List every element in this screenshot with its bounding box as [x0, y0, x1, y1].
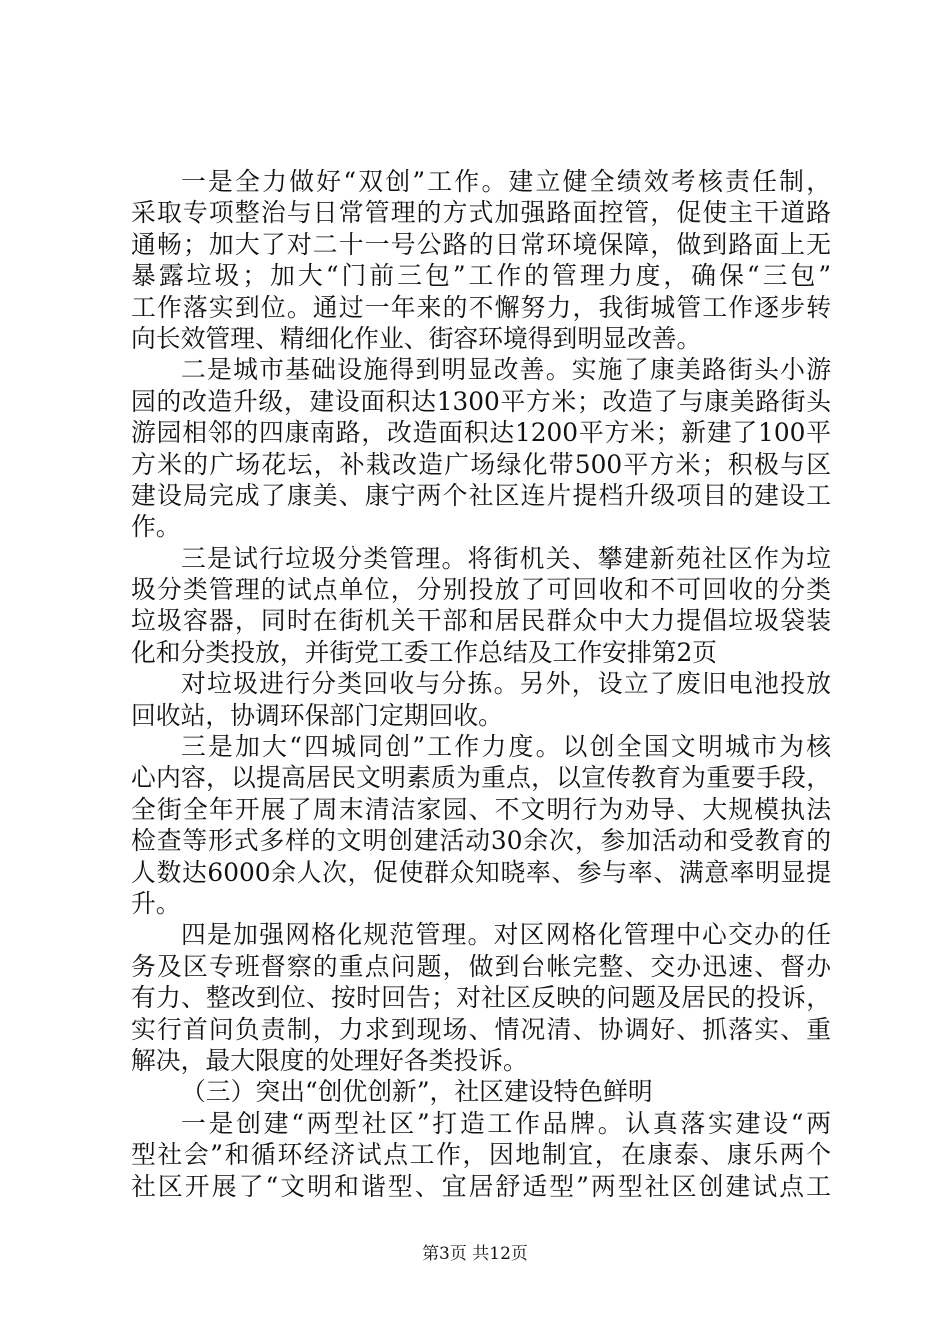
text-line: 游园相邻的四康南路，改造面积达1200平方米；新建了100平 — [131, 418, 831, 448]
text-line: 向长效管理、精细化作业、街容环境得到明显改善。 — [131, 323, 702, 353]
text-line: 社区开展了“文明和谐型、宜居舒适型”两型社区创建试点工 — [131, 1171, 831, 1201]
text-line: 采取专项整治与日常管理的方式加强路面控管，促使主干道路 — [131, 198, 831, 228]
text-line: 回收站，协调环保部门定期回收。 — [131, 700, 503, 730]
text-line: 务及区专班督察的重点问题，做到台帐完整、交办迅速、督办 — [131, 951, 831, 981]
text-line: 暴露垃圾；加大“门前三包”工作的管理力度，确保“三包” — [131, 261, 831, 291]
text-line: 解决，最大限度的处理好各类投诉。 — [131, 1045, 528, 1075]
text-line: 型社会”和循环经济试点工作，因地制宜，在康泰、康乐两个 — [131, 1140, 831, 1170]
text-line: 有力、整改到位、按时回告；对社区反映的问题及居民的投诉， — [131, 983, 831, 1013]
text-line: 方米的广场花坛，补栽改造广场绿化带500平方米；积极与区 — [131, 449, 831, 479]
text-line: 园的改造升级，建设面积达1300平方米；改造了与康美路街头 — [131, 386, 831, 416]
text-line: 圾分类管理的试点单位，分别投放了可回收和不可回收的分类 — [131, 575, 831, 605]
text-line: 二是城市基础设施得到明显改善。实施了康美路街头小游 — [181, 355, 831, 385]
text-line: 通畅；加大了对二十一号公路的日常环境保障，做到路面上无 — [131, 229, 831, 259]
text-line: 工作落实到位。通过一年来的不懈努力，我街城管工作逐步转 — [131, 292, 831, 322]
page-footer: 第3页 共12页 — [422, 1244, 528, 1264]
text-line: 实行首问负责制，力求到现场、情况清、协调好、抓落实、重 — [131, 1014, 831, 1044]
text-line: 心内容，以提高居民文明素质为重点，以宣传教育为重要手段， — [131, 763, 831, 793]
text-line: 化和分类投放，并街党工委工作总结及工作安排第2页 — [131, 637, 718, 667]
text-line: 升。 — [131, 888, 181, 918]
text-line: 人数达6000余人次，促使群众知晓率、参与率、满意率明显提 — [131, 857, 831, 887]
text-line: 一是全力做好“双创”工作。建立健全绩效考核责任制， — [181, 167, 831, 196]
text-line: 四是加强网格化规范管理。对区网格化管理中心交办的任 — [181, 920, 831, 950]
text-line: 全街全年开展了周末清洁家园、不文明行为劝导、大规模执法 — [131, 794, 831, 824]
text-line: 三是加大“四城同创”工作力度。以创全国文明城市为核 — [181, 732, 831, 762]
text-line: （三）突出“创优创新”，社区建设特色鲜明 — [181, 1077, 653, 1107]
text-line: 三是试行垃圾分类管理。将街机关、攀建新苑社区作为垃 — [181, 543, 831, 573]
text-line: 对垃圾进行分类回收与分拣。另外，设立了废旧电池投放 — [181, 669, 831, 699]
text-line: 建设局完成了康美、康宁两个社区连片提档升级项目的建设工 — [131, 480, 831, 510]
text-line: 垃圾容器，同时在街机关干部和居民群众中大力提倡垃圾袋装 — [131, 606, 831, 636]
text-line: 一是创建“两型社区”打造工作品牌。认真落实建设“两 — [181, 1108, 831, 1138]
document-body — [131, 166, 831, 1202]
text-line: 检查等形式多样的文明创建活动30余次，参加活动和受教育的 — [131, 826, 831, 856]
text-line: 作。 — [131, 512, 181, 542]
